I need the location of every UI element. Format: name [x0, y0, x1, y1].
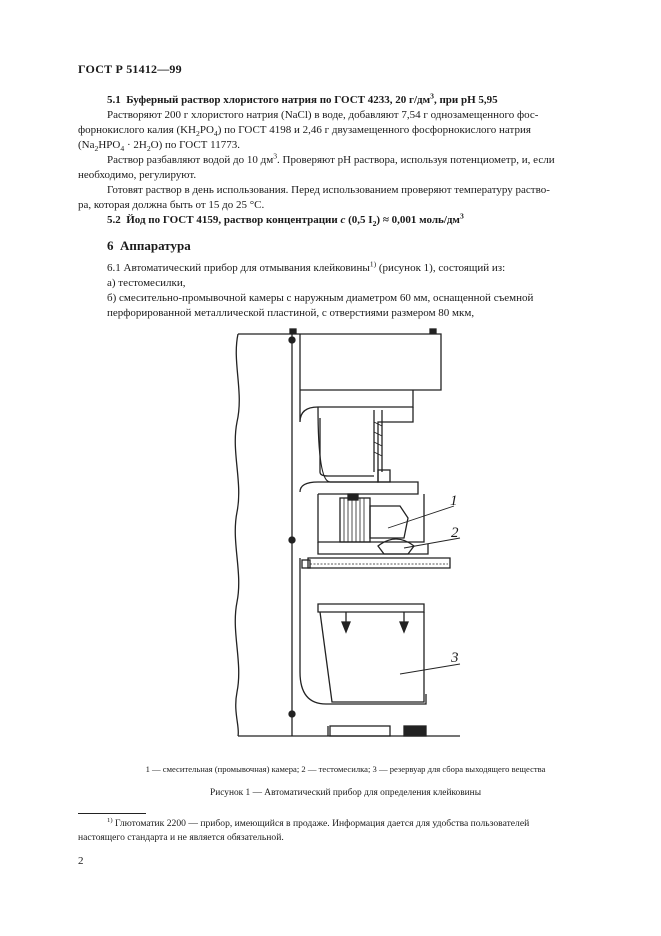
superscript: 3: [430, 91, 434, 101]
section-5-1-title: [107, 93, 607, 109]
paragraph-line: форнокислого калия $(KH_2PO_4)$ по ГОСТ 4198 и 2,46 г двузамещенного фосфорнокислого натрия: [78, 124, 531, 139]
paragraph-line: ра, которая должна быть от 15 до 25 °C.: [78, 199, 265, 211]
footnote-separator: [78, 813, 146, 814]
figure-legend: 1 — смесительная (промывочная) камера; 2 — тестомесилка; 3 — резервуар для сбора выходящего вещества: [145, 764, 546, 774]
paragraph-line: Готовят раствор в день использования. Перед использованием проверяют температуру раство-: [107, 184, 550, 196]
list-item: а) тестомесилки,: [107, 277, 186, 289]
section-5-2-title: 5.2 Йод по ГОСТ 4159, раствор концентрации c (0,5 $I_2) \approx 0,001$ моль/$дм^3$: [107, 211, 464, 229]
page-number: 2: [78, 855, 84, 867]
list-item: б) смесительно-промывочной камеры с наружным диаметром 60 мм, оснащенной съемной: [107, 292, 534, 304]
figure-label-3: 3: [451, 650, 459, 666]
section-6-title: 6 Аппаратура: [107, 238, 191, 253]
paragraph-line: 6.1 Автоматический прибор для отмывания клейковины$^{1)}$ (рисунок 1), состоящий из:: [107, 259, 506, 274]
footnote-line: настоящего стандарта и не является обязательной.: [78, 832, 284, 843]
list-item-continuation: перфорированной металлической пластиной, с отверстиями размером 80 мкм,: [107, 307, 475, 319]
footnote-line: $^{1)}$ Глютоматик 2200 — прибор, имеющийся в продаже. Информация дается для удобства пользователей: [107, 816, 530, 829]
figure-label-2: 2: [451, 525, 459, 541]
figure-title: Рисунок 1 — Автоматический прибор для определения клейковины: [210, 788, 481, 798]
section-title-part: Буферный раствор хлористого натрия по ГОСТ 4233, 20 г/дм: [126, 94, 431, 106]
apparatus-drawing: [228, 322, 478, 762]
document-code-header: ГОСТ Р 51412—99: [78, 62, 182, 76]
paragraph-line: $(Na_2HPO_4 \cdot 2H_2O)$ по ГОСТ 11773.: [78, 139, 240, 154]
figure-label-1: 1: [450, 493, 458, 509]
paragraph-line: Раствор разбавляют водой до 10 $дм^3$. Проверяют pH раствора, используя потенциометр, и, если: [107, 151, 555, 166]
section-number: 5.1: [107, 94, 121, 106]
paragraph-line: необходимо, регулируют.: [78, 169, 197, 181]
section-title-part: , при pH 5,95: [433, 94, 498, 106]
paragraph-line: Растворяют 200 г хлористого натрия (NaCl) в воде, добавляют 7,54 г однозамещенного фос-: [107, 109, 539, 121]
break-line: [235, 334, 239, 736]
